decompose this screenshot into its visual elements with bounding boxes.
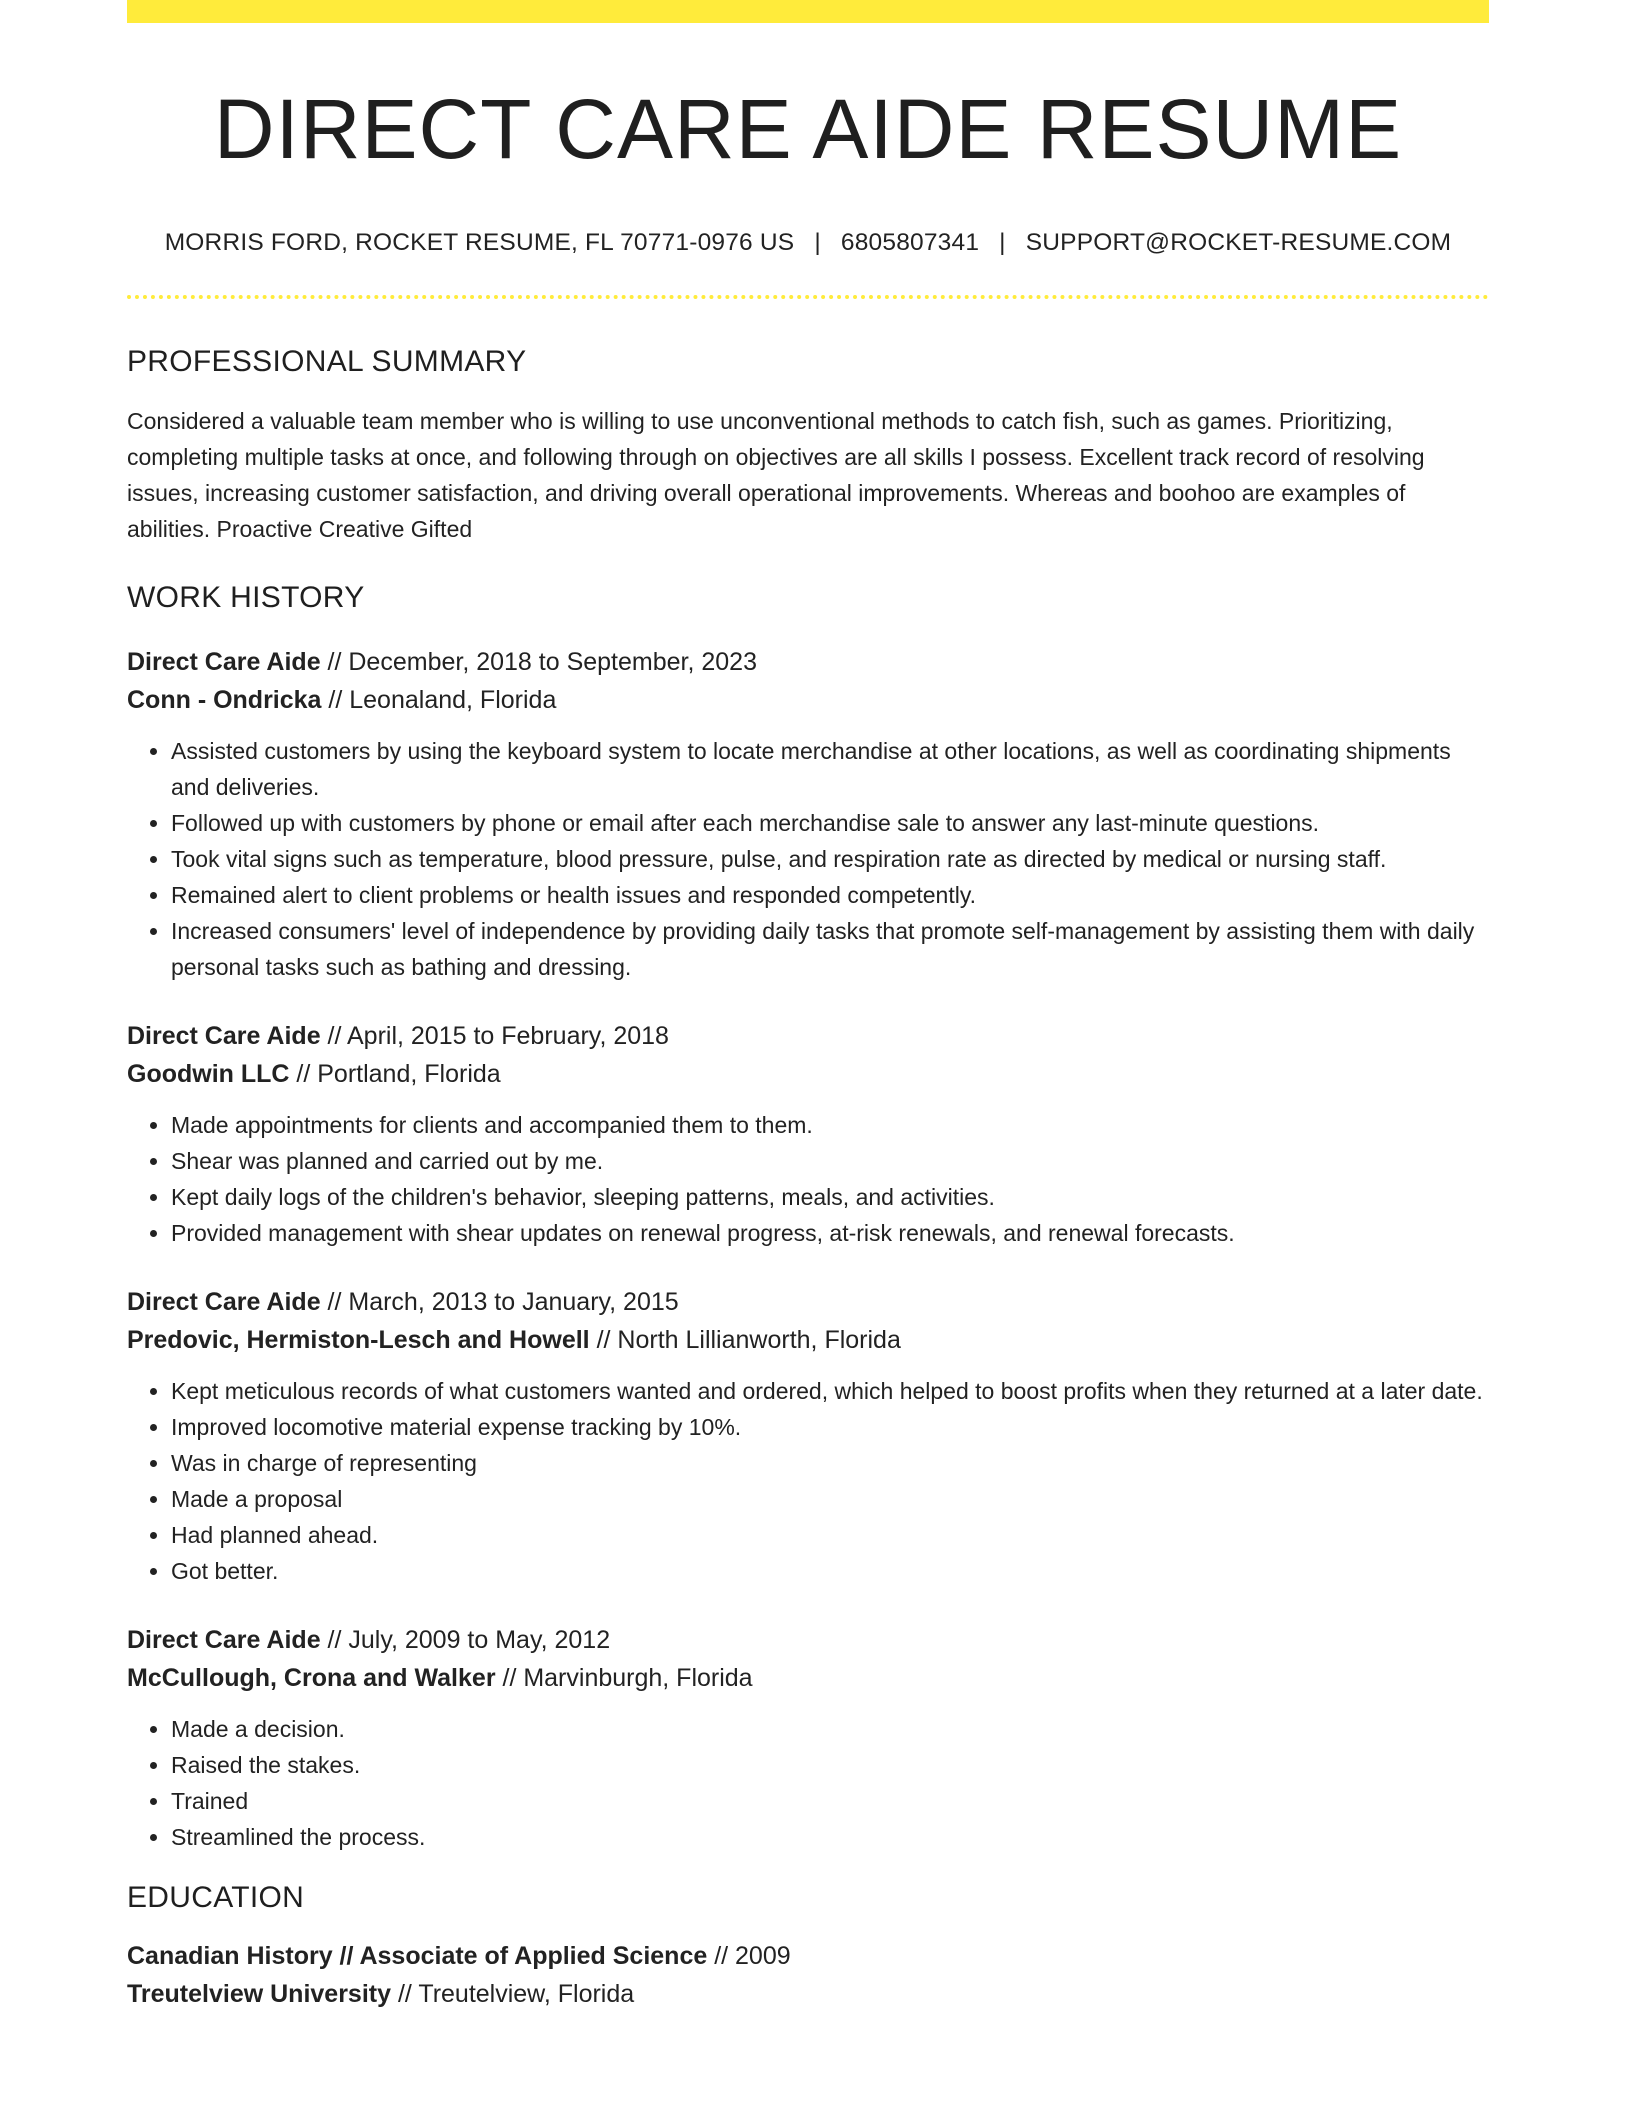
job-bullets — [127, 1107, 1489, 1251]
job-bullet: • Kept meticulous records of what customers wanted and ordered, which helped to boost profits when they returned at a later date. — [171, 1373, 1489, 1409]
dotted-divider — [127, 295, 1489, 299]
job-title-line — [127, 1017, 1489, 1055]
job-title: Direct Care Aide — [127, 1288, 321, 1317]
job-bullets — [127, 1373, 1489, 1589]
education-degree: Canadian History // Associate of Applied Science — [127, 1942, 708, 1971]
job-company: Conn - Ondricka — [127, 686, 322, 715]
job-company: Predovic, Hermiston-Lesch and Howell — [127, 1326, 590, 1355]
education-school-line — [127, 1975, 1489, 2013]
work-history-heading: WORK HISTORY — [127, 581, 365, 615]
education-year: // 2009 — [707, 1942, 791, 1971]
job-dates: // December, 2018 to September, 2023 — [320, 648, 757, 677]
job-bullet: • Trained — [171, 1783, 1489, 1819]
education-heading: EDUCATION — [127, 1881, 305, 1915]
job-title-line — [127, 1283, 1489, 1321]
job-bullet: • Streamlined the process. — [171, 1819, 1489, 1855]
job-title-line — [127, 1621, 1489, 1659]
job-title-line — [127, 643, 1489, 681]
job-dates: // July, 2009 to May, 2012 — [320, 1626, 611, 1655]
job-bullet: • Remained alert to client problems or health issues and responded competently. — [171, 877, 1489, 913]
job-entry — [127, 643, 1489, 985]
job-title: Direct Care Aide — [127, 1626, 321, 1655]
job-bullets — [127, 733, 1489, 985]
job-bullet: • Followed up with customers by phone or email after each merchandise sale to answer any last-minute questions. — [171, 805, 1489, 841]
job-bullet: • Made a proposal — [171, 1481, 1489, 1517]
contact-address: MORRIS FORD, ROCKET RESUME, FL 70771-0976 US — [164, 229, 795, 257]
job-bullet: • Assisted customers by using the keyboard system to locate merchandise at other locations, as well as coordinating shipments and deliveries. — [171, 733, 1489, 805]
contact-separator: | — [814, 229, 821, 257]
job-company-line — [127, 1659, 1489, 1697]
top-accent-bar — [127, 0, 1489, 23]
job-bullet: • Got better. — [171, 1553, 1489, 1589]
contact-separator: | — [999, 229, 1006, 257]
job-company-line — [127, 1321, 1489, 1359]
job-entry — [127, 1283, 1489, 1589]
job-company: Goodwin LLC — [127, 1060, 290, 1089]
contact-phone: 6805807341 — [840, 229, 980, 257]
job-title: Direct Care Aide — [127, 648, 321, 677]
job-location: // Leonaland, Florida — [321, 686, 557, 715]
job-bullet: • Provided management with shear updates on renewal progress, at-risk renewals, and renewal forecasts. — [171, 1215, 1489, 1251]
job-bullet: • Made a decision. — [171, 1711, 1489, 1747]
job-title: Direct Care Aide — [127, 1022, 321, 1051]
education-school: Treutelview University — [127, 1980, 392, 2009]
job-dates: // April, 2015 to February, 2018 — [320, 1022, 669, 1051]
job-company-line — [127, 681, 1489, 719]
contact-email: SUPPORT@ROCKET-RESUME.COM — [1025, 229, 1452, 257]
job-bullet: • Was in charge of representing — [171, 1445, 1489, 1481]
job-bullet: • Made appointments for clients and accompanied them to them. — [171, 1107, 1489, 1143]
education-location: // Treutelview, Florida — [391, 1980, 635, 2009]
education-entry — [127, 1937, 1489, 2013]
education-degree-line — [127, 1937, 1489, 1975]
job-company: McCullough, Crona and Walker — [127, 1664, 496, 1693]
job-dates: // March, 2013 to January, 2015 — [320, 1288, 679, 1317]
job-bullet: • Took vital signs such as temperature, blood pressure, pulse, and respiration rate as directed by medical or nursing staff. — [171, 841, 1489, 877]
contact-line — [127, 229, 1489, 257]
job-location: // Portland, Florida — [289, 1060, 501, 1089]
job-entry — [127, 1621, 1489, 1855]
resume-page — [127, 0, 1489, 2013]
job-location: // North Lillianworth, Florida — [589, 1326, 901, 1355]
job-bullet: • Kept daily logs of the children's behavior, sleeping patterns, meals, and activities. — [171, 1179, 1489, 1215]
job-bullet: • Had planned ahead. — [171, 1517, 1489, 1553]
job-bullet: • Raised the stakes. — [171, 1747, 1489, 1783]
job-location: // Marvinburgh, Florida — [495, 1664, 753, 1693]
job-entry — [127, 1017, 1489, 1251]
job-bullet: • Increased consumers' level of independence by providing daily tasks that promote self-management by assisting them with daily personal tasks such as bathing and dressing. — [171, 913, 1489, 985]
job-bullet: • Shear was planned and carried out by me. — [171, 1143, 1489, 1179]
resume-title: DIRECT CARE AIDE RESUME — [213, 82, 1403, 176]
job-bullets — [127, 1711, 1489, 1855]
job-company-line — [127, 1055, 1489, 1093]
job-bullet: • Improved locomotive material expense tracking by 10%. — [171, 1409, 1489, 1445]
work-history-list — [127, 643, 1489, 1855]
summary-text: Considered a valuable team member who is willing to use unconventional methods to catch fish, such as games. Prioritizing, completing multiple tasks at once, and following through on objectives are all skills I possess. Excellent track record of resolving issues, increasing customer satisfaction, and driving overall operational improvements. Whereas and boohoo are examples of abilities. Proactive Creative Gifted — [127, 408, 1425, 543]
summary-heading: PROFESSIONAL SUMMARY — [127, 345, 527, 379]
